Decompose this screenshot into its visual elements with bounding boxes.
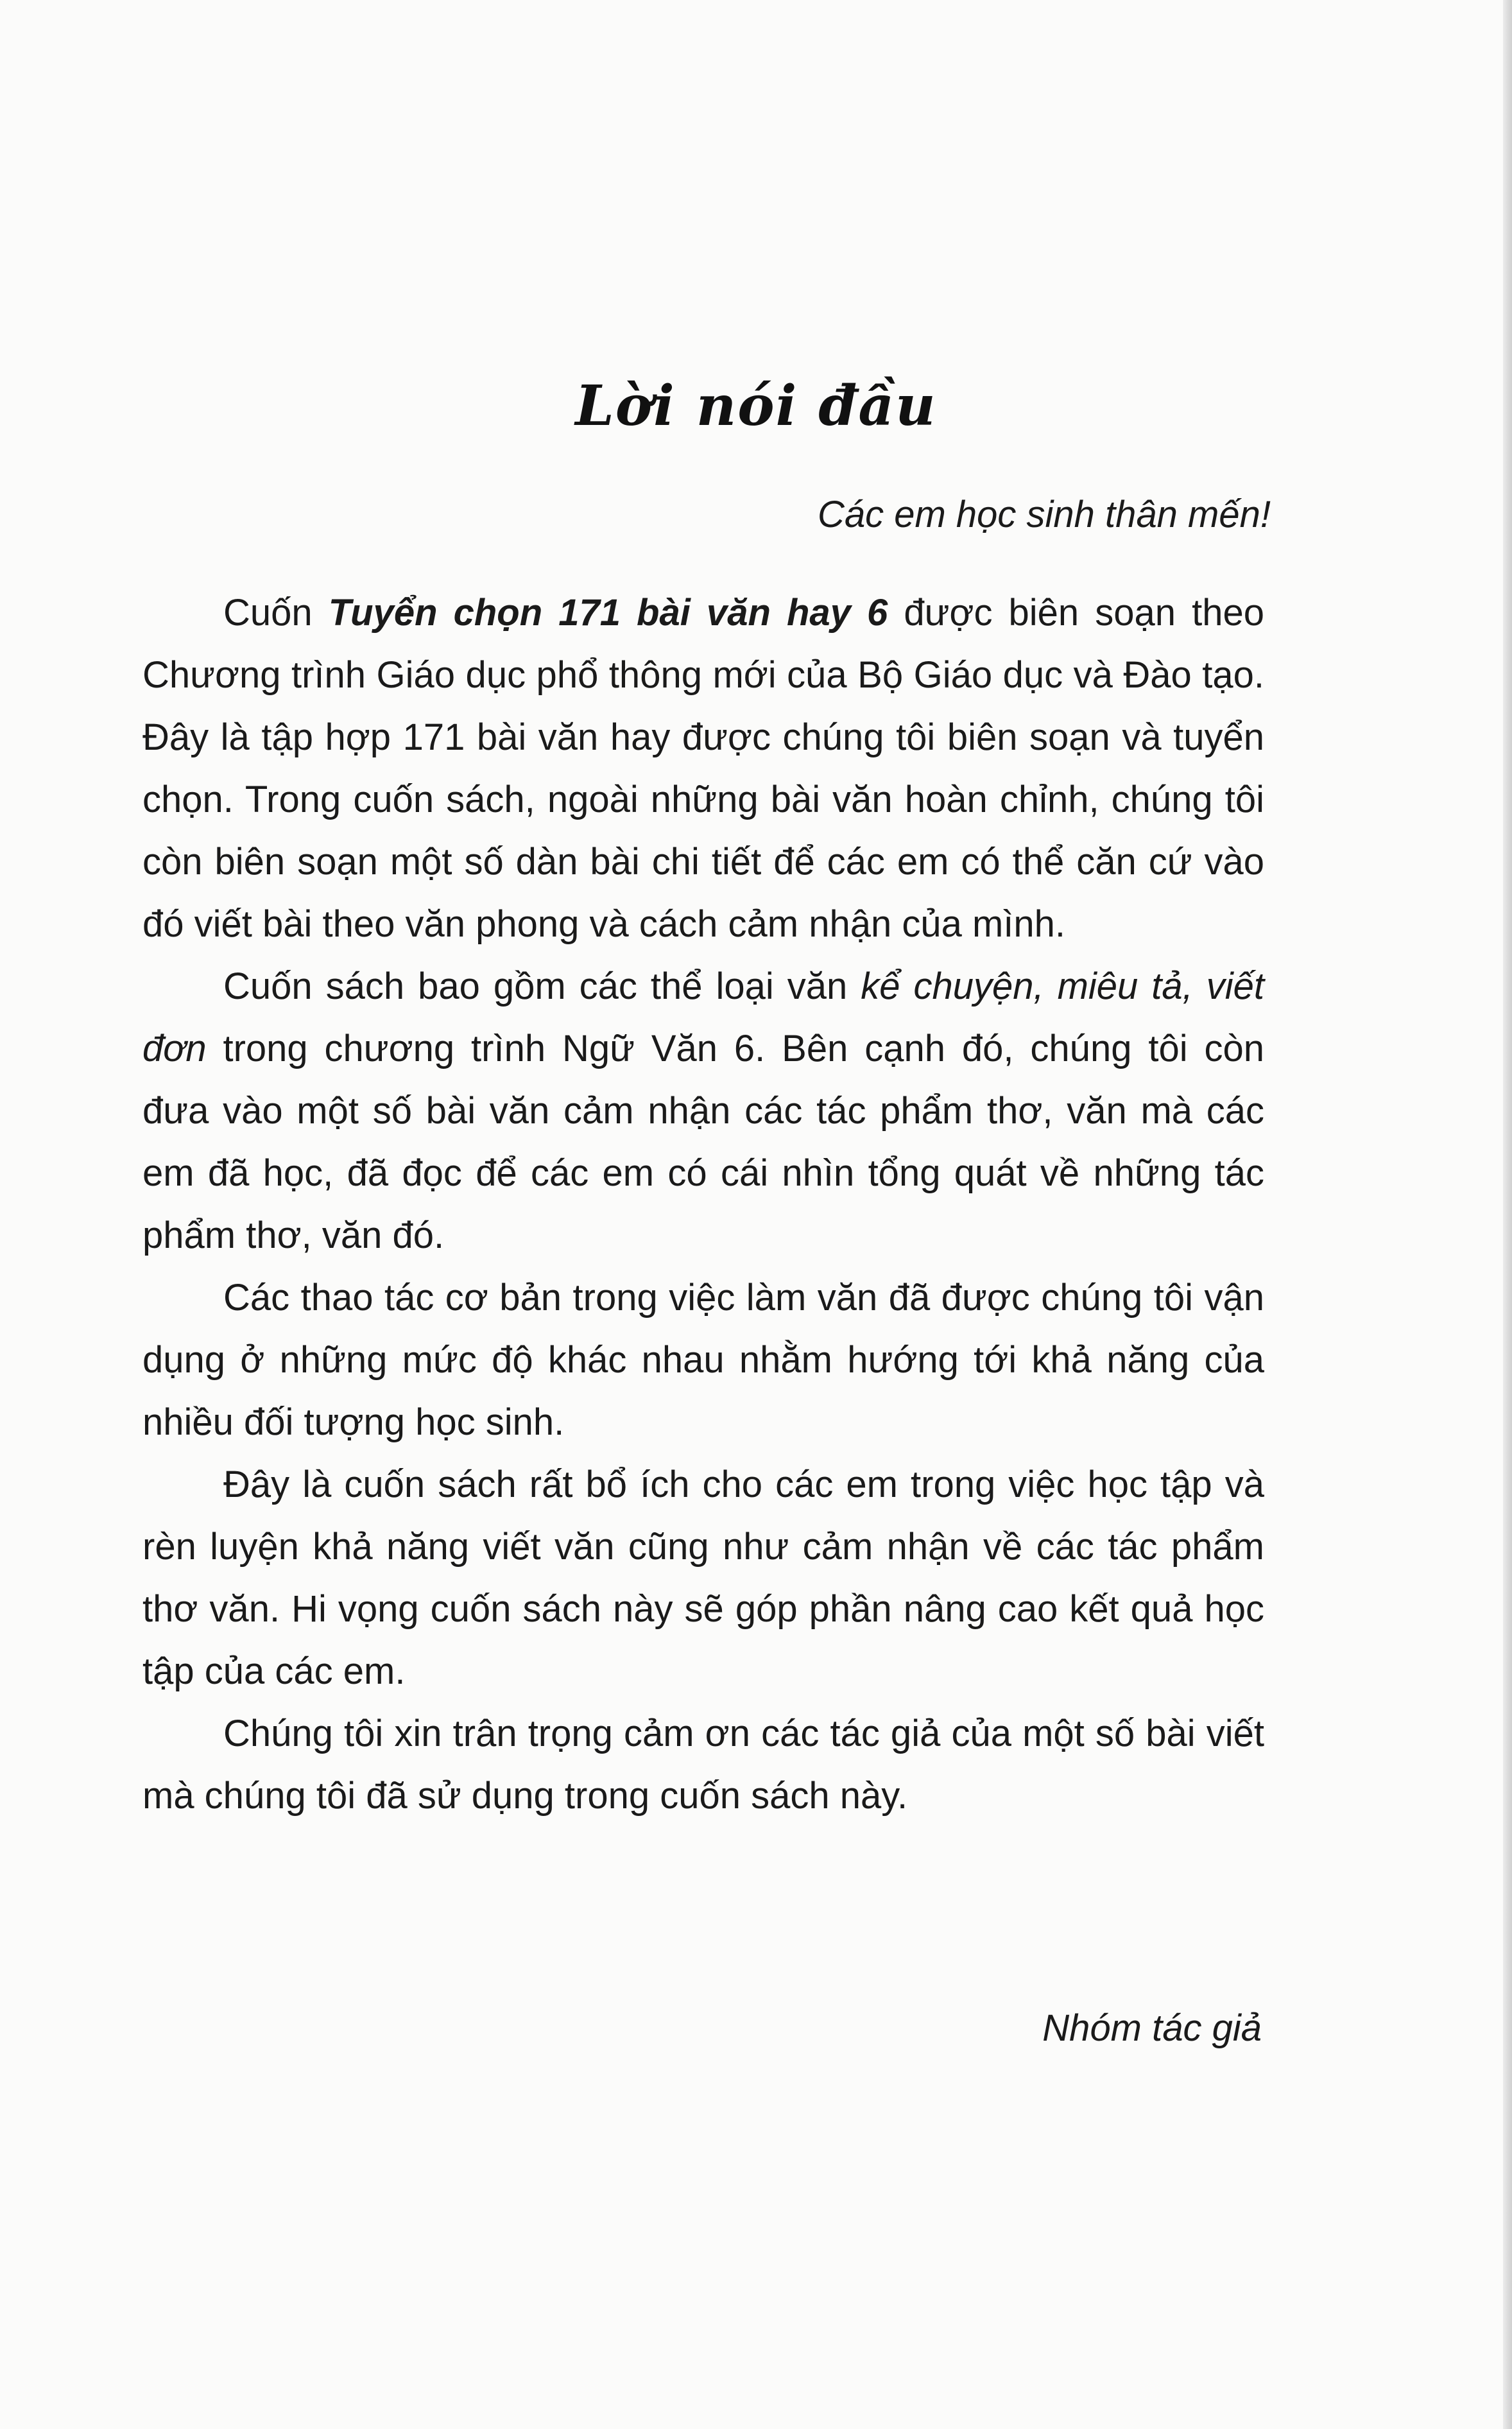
author-signature: Nhóm tác giả: [1042, 2007, 1262, 2049]
paragraph-2-rest: trong chương trình Ngữ Văn 6. Bên cạnh đó, chúng tôi còn đưa vào một số bài văn cảm nhận các tác phẩm thơ, văn mà các em đã học, đã đọc để các em có cái nhìn tổng quát về những tác phẩm thơ, văn đó.: [142, 1028, 1264, 1256]
paragraph-1-start: Cuốn: [223, 592, 329, 634]
paragraph-2-start: Cuốn sách bao gồm các thể loại văn: [223, 965, 861, 1007]
paragraph-5: Chúng tôi xin trân trọng cảm ơn các tác giả của một số bài viết mà chúng tôi đã sử dụng trong cuốn sách này.: [142, 1713, 1264, 1817]
preface-body: [142, 582, 1264, 1827]
paragraph-2: [142, 955, 1264, 1266]
paragraph-3: Các thao tác cơ bản trong việc làm văn đã được chúng tôi vận dụng ở những mức độ khác nhau nhằm hướng tới khả năng của nhiều đối tượng học sinh.: [142, 1277, 1264, 1443]
greeting-line: Các em học sinh thân mến!: [817, 494, 1271, 535]
paragraph-1: [142, 582, 1264, 955]
paragraph-4: Đây là cuốn sách rất bổ ích cho các em trong việc học tập và rèn luyện khả năng viết văn cũng như cảm nhận về các tác phẩm thơ văn. Hi vọng cuốn sách này sẽ góp phần nâng cao kết quả học tập của các em.: [142, 1464, 1264, 1692]
page-heading: Lời nói đầu: [575, 374, 937, 438]
genre-list: kể chuyện, miêu tả, viết đơn: [142, 965, 1264, 1069]
book-title: Tuyển chọn 171 bài văn hay 6: [328, 592, 888, 634]
page-edge-shadow: [1503, 0, 1512, 2429]
paragraph-1-rest: được biên soạn theo Chương trình Giáo dục phổ thông mới của Bộ Giáo dục và Đào tạo. Đây là tập hợp 171 bài văn hay được chúng tôi biên soạn và tuyển chọn. Trong cuốn sách, ngoài những bài văn hoàn chỉnh, chúng tôi còn biên soạn một số dàn bài chi tiết để các em có thể căn cứ vào đó viết bài theo văn phong và cách cảm nhận của mình.: [142, 592, 1265, 945]
